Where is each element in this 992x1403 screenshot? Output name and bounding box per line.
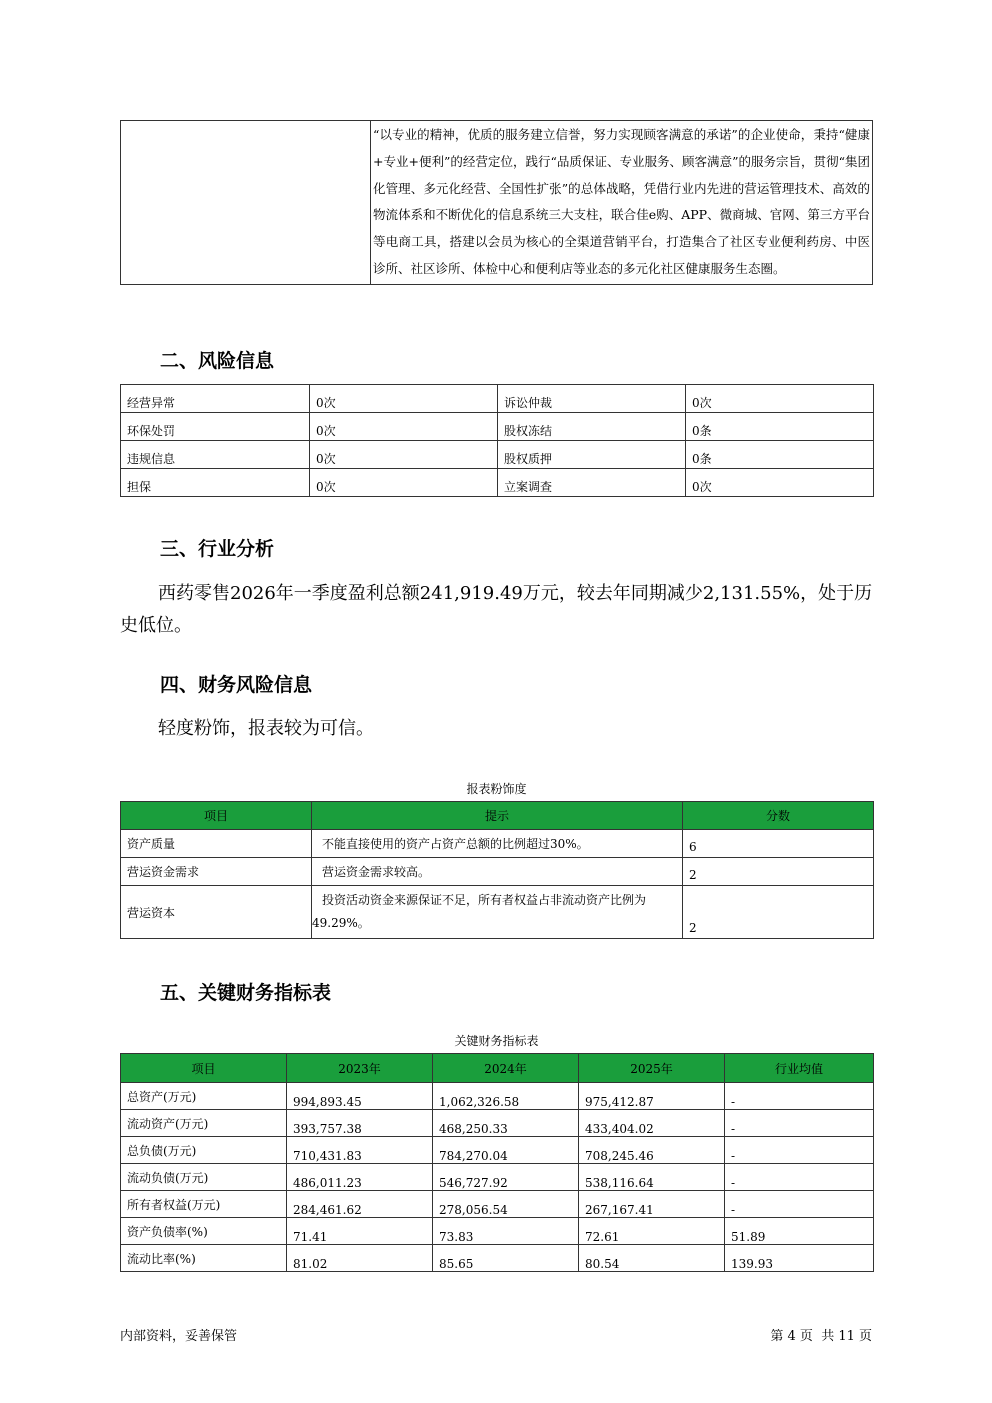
industry-section-title: 三、行业分析 (160, 538, 275, 560)
intro-empty-cell (121, 121, 371, 285)
kpi-section-title: 五、关键财务指标表 (160, 982, 332, 1004)
kpi-item-label: 流动负债(万元) (121, 1164, 287, 1191)
kpi-value-2024: 468,250.33 (433, 1110, 579, 1137)
kpi-item-label: 所有者权益(万元) (121, 1191, 287, 1218)
column-header: 2023年 (287, 1054, 433, 1083)
kpi-industry-average: - (725, 1110, 874, 1137)
kpi-value-2023: 71.41 (287, 1218, 433, 1245)
risk-table (120, 384, 874, 497)
kpi-industry-average: 139.93 (725, 1245, 874, 1272)
intro-paragraph: “以专业的精神，优质的服务建立信誉，努力实现顾客满意的承诺”的企业使命，秉持“健康+专业+便利”的经营定位，践行“品质保证、专业服务、顾客满意”的服务宗旨，贯彻“集团化管理、多元化经营、全国性扩张”的总体战略，凭借行业内先进的营运管理技术、高效的物流体系和不断优化的信息系统三大支柱，联合佳e购、APP、微商城、官网、第三方平台等电商工具，搭建以会员为核心的全渠道营销平台，打造集合了社区专业便利药房、中医诊所、社区诊所、体检中心和便利店等业态的多元化社区健康服务生态圈。 (371, 121, 873, 285)
window-dressing-row (121, 886, 874, 939)
kpi-value-2024: 784,270.04 (433, 1137, 579, 1164)
window-dressing-hint: 营运资金需求较高。 (312, 858, 683, 886)
risk-item-value: 0条 (686, 441, 874, 469)
kpi-value-2025: 267,167.41 (579, 1191, 725, 1218)
window-dressing-row (121, 858, 874, 886)
window-dressing-table (120, 801, 874, 939)
risk-item-label: 担保 (121, 469, 310, 497)
risk-table-row (121, 413, 874, 441)
risk-item-label: 违规信息 (121, 441, 310, 469)
risk-item-label: 股权质押 (498, 441, 686, 469)
kpi-industry-average: - (725, 1191, 874, 1218)
column-header: 项目 (121, 1054, 287, 1083)
kpi-item-label: 总资产(万元) (121, 1083, 287, 1110)
kpi-value-2023: 393,757.38 (287, 1110, 433, 1137)
kpi-header-row (121, 1054, 874, 1083)
kpi-industry-average: - (725, 1164, 874, 1191)
column-header: 2025年 (579, 1054, 725, 1083)
finrisk-paragraph: 轻度粉饰，报表较为可信。 (158, 718, 374, 739)
risk-table-row (121, 441, 874, 469)
window-dressing-hint: 不能直接使用的资产占资产总额的比例超过30%。 (312, 830, 683, 858)
kpi-row (121, 1245, 874, 1272)
window-dressing-row (121, 830, 874, 858)
key-financial-indicators-table (120, 1053, 874, 1272)
kpi-industry-average: - (725, 1137, 874, 1164)
kpi-value-2025: 538,116.64 (579, 1164, 725, 1191)
column-header: 项目 (121, 802, 312, 830)
kpi-item-label: 流动比率(%) (121, 1245, 287, 1272)
risk-item-value: 0次 (310, 469, 498, 497)
column-header: 分数 (683, 802, 874, 830)
kpi-value-2025: 433,404.02 (579, 1110, 725, 1137)
kpi-value-2023: 486,011.23 (287, 1164, 433, 1191)
column-header: 提示 (312, 802, 683, 830)
risk-table-row (121, 385, 874, 413)
risk-item-value: 0次 (686, 385, 874, 413)
kpi-row (121, 1218, 874, 1245)
kpi-item-label: 流动资产(万元) (121, 1110, 287, 1137)
window-dressing-score: 2 (683, 886, 874, 939)
kpi-value-2024: 85.65 (433, 1245, 579, 1272)
kpi-value-2023: 710,431.83 (287, 1137, 433, 1164)
window-dressing-score: 6 (683, 830, 874, 858)
window-dressing-item: 营运资本 (121, 886, 312, 939)
kpi-value-2025: 975,412.87 (579, 1083, 725, 1110)
risk-section-title: 二、风险信息 (160, 350, 275, 372)
kpi-item-label: 总负债(万元) (121, 1137, 287, 1164)
risk-table-row (121, 469, 874, 497)
kpi-value-2024: 1,062,326.58 (433, 1083, 579, 1110)
risk-item-value: 0次 (310, 441, 498, 469)
risk-item-label: 股权冻结 (498, 413, 686, 441)
risk-item-label: 立案调查 (498, 469, 686, 497)
kpi-value-2023: 994,893.45 (287, 1083, 433, 1110)
kpi-industry-average: 51.89 (725, 1218, 874, 1245)
kpi-value-2024: 546,727.92 (433, 1164, 579, 1191)
kpi-row (121, 1191, 874, 1218)
kpi-value-2025: 708,245.46 (579, 1137, 725, 1164)
company-intro-table (120, 120, 873, 285)
footer-confidential-note: 内部资料，妥善保管 (120, 1329, 238, 1344)
kpi-value-2024: 278,056.54 (433, 1191, 579, 1218)
kpi-value-2025: 72.61 (579, 1218, 725, 1245)
finrisk-section-title: 四、财务风险信息 (160, 674, 313, 696)
kpi-row (121, 1164, 874, 1191)
window-dressing-score: 2 (683, 858, 874, 886)
column-header: 行业均值 (725, 1054, 874, 1083)
risk-item-label: 环保处罚 (121, 413, 310, 441)
risk-item-label: 经营异常 (121, 385, 310, 413)
finrisk-table-caption: 报表粉饰度 (466, 782, 527, 796)
window-dressing-item: 资产质量 (121, 830, 312, 858)
risk-item-value: 0次 (686, 469, 874, 497)
risk-item-value: 0条 (686, 413, 874, 441)
window-dressing-hint: 投资活动资金来源保证不足，所有者权益占非流动资产比例为49.29%。 (312, 886, 683, 939)
kpi-value-2025: 80.54 (579, 1245, 725, 1272)
footer-page-number: 第 4 页 共 11 页 (770, 1329, 872, 1344)
kpi-item-label: 资产负债率(%) (121, 1218, 287, 1245)
kpi-value-2023: 284,461.62 (287, 1191, 433, 1218)
industry-paragraph: 西药零售2026年一季度盈利总额241,919.49万元，较去年同期减少2,131.55%，处于历史低位。 (120, 583, 873, 636)
kpi-value-2023: 81.02 (287, 1245, 433, 1272)
kpi-industry-average: - (725, 1083, 874, 1110)
kpi-row (121, 1110, 874, 1137)
window-dressing-item: 营运资金需求 (121, 858, 312, 886)
risk-item-value: 0次 (310, 385, 498, 413)
kpi-row (121, 1083, 874, 1110)
column-header: 2024年 (433, 1054, 579, 1083)
risk-item-label: 诉讼仲裁 (498, 385, 686, 413)
window-dressing-header-row (121, 802, 874, 830)
kpi-table-caption: 关键财务指标表 (454, 1034, 539, 1048)
risk-item-value: 0次 (310, 413, 498, 441)
kpi-value-2024: 73.83 (433, 1218, 579, 1245)
kpi-row (121, 1137, 874, 1164)
